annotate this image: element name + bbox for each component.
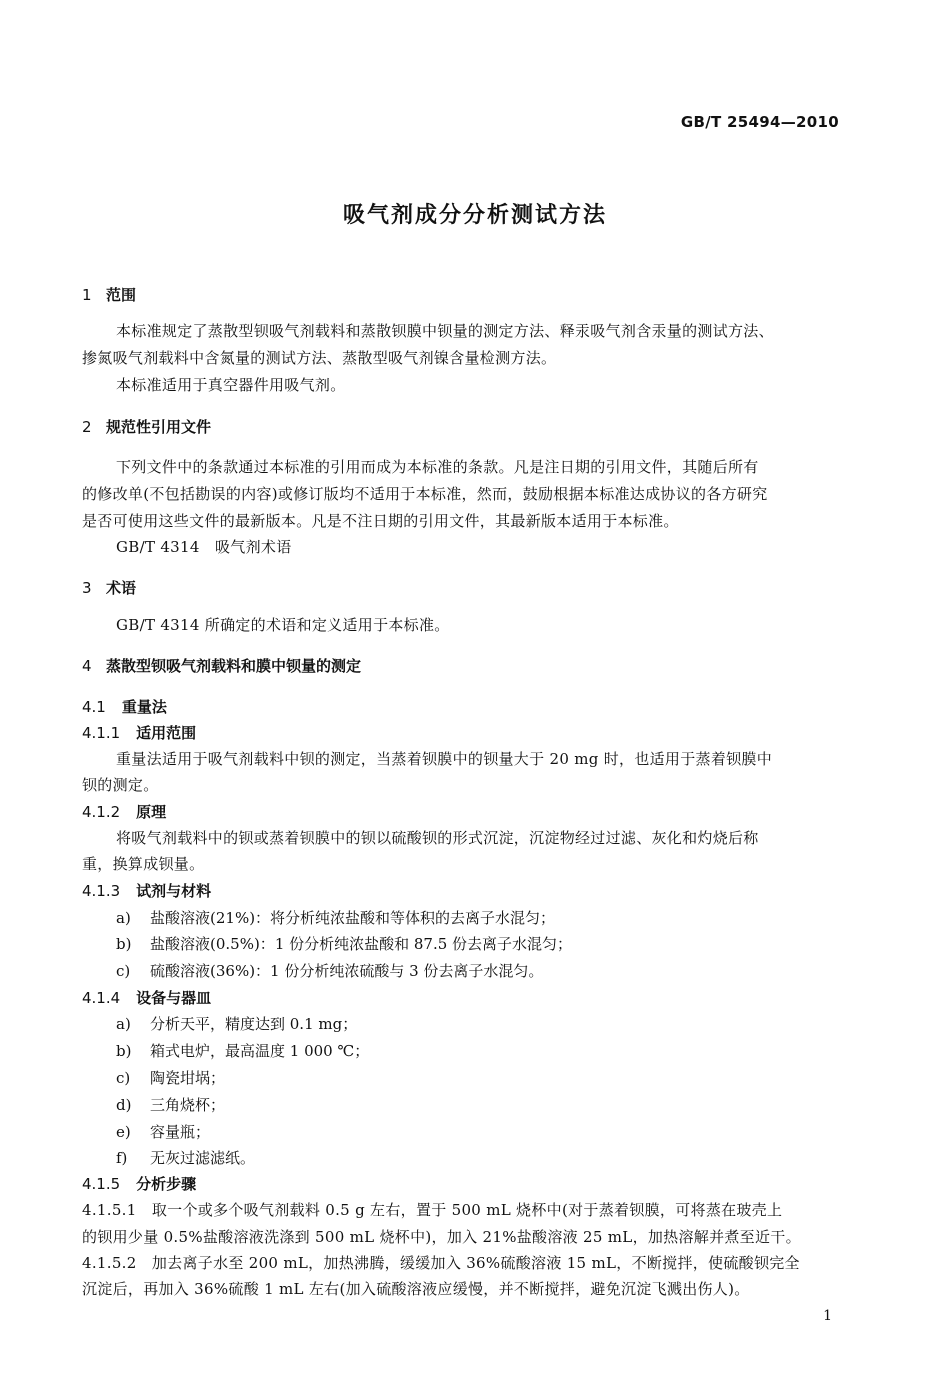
- paragraph-line: 将吸气剂载料中的钡或蒸着钡膜中的钡以硫酸钡的形式沉淀，沉淀物经过过滤、灰化和灼烧后称: [116, 829, 759, 847]
- paragraph-line: 本标准规定了蒸散型钡吸气剂载料和蒸散钡膜中钡量的测定方法、释汞吸气剂含汞量的测试方法、: [116, 322, 774, 340]
- subsection-4-1-4-heading: [82, 987, 211, 1008]
- section-number: 4.1: [82, 698, 106, 716]
- paragraph-line: GB/T 4314 所确定的术语和定义适用于本标准。: [116, 616, 450, 634]
- section-title: 设备与器皿: [136, 989, 212, 1007]
- paragraph-line: 4.1.5.2 加去离子水至 200 mL，加热沸腾，缓缓加入 36%硫酸溶液 15 mL，不断搅拌，使硫酸钡完全: [82, 1254, 800, 1272]
- document-title: 吸气剂成分分析测试方法: [342, 203, 607, 228]
- section-number: 4.1.1: [82, 724, 121, 742]
- section-number: 4: [82, 657, 92, 675]
- section-title: 范围: [106, 286, 137, 304]
- list-item: [116, 960, 543, 981]
- paragraph-line: 重，换算成钡量。: [82, 855, 205, 873]
- list-marker: b): [116, 935, 132, 953]
- section-number: 4.1.2: [82, 803, 121, 821]
- standard-code: GB/T 25494—2010: [680, 113, 839, 131]
- section-title: 试剂与材料: [136, 882, 212, 900]
- paragraph-line: 的修改单(不包括勘误的内容)或修订版均不适用于本标准，然而，鼓励根据本标准达成协议的各方研究: [82, 485, 768, 503]
- subsection-4-1-heading: [82, 696, 167, 717]
- section-4-heading: [82, 655, 361, 676]
- section-title: 蒸散型钡吸气剂载料和膜中钡量的测定: [106, 657, 362, 675]
- list-item: [116, 933, 572, 954]
- list-marker: a): [116, 1015, 131, 1033]
- list-text: 分析天平，精度达到 0.1 mg；: [150, 1015, 358, 1033]
- section-number: 3: [82, 579, 92, 597]
- list-item: [116, 907, 555, 928]
- list-marker: e): [116, 1123, 131, 1141]
- list-marker: b): [116, 1042, 132, 1060]
- list-item: [116, 1094, 225, 1115]
- section-title: 原理: [136, 803, 167, 821]
- list-item: [116, 1147, 255, 1168]
- section-2-heading: [82, 416, 211, 437]
- paragraph-line: 的钡用少量 0.5%盐酸溶液洗涤到 500 mL 烧杯中)，加入 21%盐酸溶液 25 mL，加热溶解并煮至近干。: [82, 1228, 801, 1246]
- list-item: [116, 1013, 357, 1034]
- section-title: 分析步骤: [136, 1175, 197, 1193]
- paragraph-line: 是否可使用这些文件的最新版本。凡是不注日期的引用文件，其最新版本适用于本标准。: [82, 512, 679, 530]
- page-number: 1: [823, 1308, 832, 1324]
- paragraph-line: 沉淀后，再加入 36%硫酸 1 mL 左右(加入硫酸溶液应缓慢，并不断搅拌，避免沉淀飞溅出伤人)。: [82, 1280, 750, 1298]
- paragraph-line: 下列文件中的条款通过本标准的引用而成为本标准的条款。凡是注日期的引用文件，其随后所有: [116, 458, 759, 476]
- subsection-4-1-3-heading: [82, 880, 211, 901]
- section-number: 2: [82, 418, 92, 436]
- list-marker: c): [116, 1069, 131, 1087]
- paragraph-line: 重量法适用于吸气剂载料中钡的测定，当蒸着钡膜中的钡量大于 20 mg 时，也适用于蒸着钡膜中: [116, 750, 773, 768]
- list-item: [116, 1067, 225, 1088]
- list-text: 三角烧杯；: [150, 1096, 226, 1114]
- section-3-heading: [82, 577, 136, 598]
- list-item: [116, 1040, 369, 1061]
- list-text: 陶瓷坩埚；: [150, 1069, 226, 1087]
- section-number: 4.1.4: [82, 989, 121, 1007]
- list-marker: f): [116, 1149, 128, 1167]
- list-text: 容量瓶；: [150, 1123, 211, 1141]
- subsection-4-1-5-heading: [82, 1173, 196, 1194]
- paragraph-line: 4.1.5.1 取一个或多个吸气剂载料 0.5 g 左右，置于 500 mL 烧杯中(对于蒸着钡膜，可将蒸在玻壳上: [82, 1201, 783, 1219]
- list-text: 硫酸溶液(36%)：1 份分析纯浓硫酸与 3 份去离子水混匀。: [150, 962, 544, 980]
- list-item: [116, 1121, 210, 1142]
- reference-line: GB/T 4314 吸气剂术语: [116, 538, 292, 556]
- list-marker: a): [116, 909, 131, 927]
- list-text: 箱式电炉，最高温度 1 000 ℃；: [150, 1042, 370, 1060]
- section-number: 1: [82, 286, 92, 304]
- subsection-4-1-2-heading: [82, 801, 166, 822]
- section-1-heading: [82, 284, 136, 305]
- paragraph-line: 掺氮吸气剂载料中含氮量的测试方法、蒸散型吸气剂镍含量检测方法。: [82, 349, 557, 367]
- section-title: 适用范围: [136, 724, 197, 742]
- list-text: 盐酸溶液(0.5%)：1 份分析纯浓盐酸和 87.5 份去离子水混匀；: [150, 935, 573, 953]
- section-number: 4.1.3: [82, 882, 121, 900]
- section-title: 重量法: [121, 698, 167, 716]
- paragraph-line: 本标准适用于真空器件用吸气剂。: [116, 376, 346, 394]
- list-text: 盐酸溶液(21%)：将分析纯浓盐酸和等体积的去离子水混匀；: [150, 909, 556, 927]
- paragraph-line: 钡的测定。: [82, 776, 159, 794]
- list-marker: c): [116, 962, 131, 980]
- section-title: 规范性引用文件: [106, 418, 212, 436]
- list-text: 无灰过滤滤纸。: [150, 1149, 256, 1167]
- list-marker: d): [116, 1096, 132, 1114]
- section-title: 术语: [106, 579, 137, 597]
- subsection-4-1-1-heading: [82, 722, 196, 743]
- section-number: 4.1.5: [82, 1175, 121, 1193]
